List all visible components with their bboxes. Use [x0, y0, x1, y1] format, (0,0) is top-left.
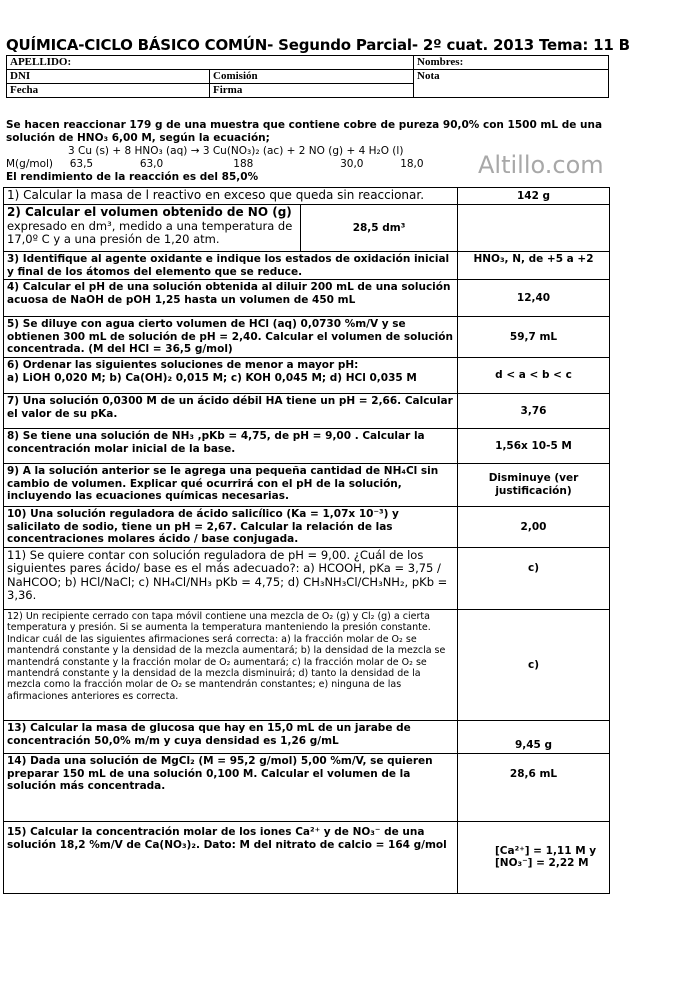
answer-cell: 1,56x 10-5 M — [458, 428, 610, 463]
firma-field[interactable]: Firma — [210, 84, 414, 98]
answer-cell: 59,7 mL — [458, 317, 610, 358]
question-text: 12) Un recipiente cerrado con tapa móvil contiene una mezcla de O₂ (g) y Cl₂ (g) a cierta temperatura y presión. Si se aumenta la temperatura manteniendo la presión constante. Indicar cuál de las siguientes afirmaciones será correcta: a) la fracción molar de O₂ se mantendrá constante y la densidad de la mezcla aumentará; b) la densidad de la mezcla se mantendrá constante y la fracción molar de O₂ aumentará; c) la fracción molar de O₂ se mantendrá constante y la densidad de la mezcla disminuirá; d) tanto la densidad de la mezcla como la fracción molar de O₂ se mantendrán constantes; e) ninguna de las afirmaciones anteriores es correcta. — [4, 609, 458, 720]
exam-title: QUÍMICA-CICLO BÁSICO COMÚN- Segundo Parcial- 2º cuat. 2013 Tema: 11 B — [6, 36, 630, 54]
question-text: 14) Dada una solución de MgCl₂ (M = 95,2 g/mol) 5,00 %m/V, se quieren preparar 150 mL de una solución 0,100 M. Calcular el volumen de la solución más concentrada. — [4, 753, 458, 821]
question-row — [4, 720, 610, 753]
question-cell — [4, 547, 458, 609]
question-text-detail: a) LiOH 0,020 M; b) Ca(OH)₂ 0,015 M; c) KOH 0,045 M; d) HCl 0,035 M — [7, 371, 417, 384]
fecha-field[interactable]: Fecha — [7, 84, 210, 98]
question-row — [4, 428, 610, 463]
question-row — [4, 280, 610, 317]
student-info-table — [6, 55, 609, 98]
question-text: 13) Calcular la masa de glucosa que hay en 15,0 mL de un jarabe de concentración 50,0% m/m y cuya densidad es 1,26 g/mL — [4, 720, 458, 753]
question-text: 8) Se tiene una solución de NH₃ ,pKb = 4,75, de pH = 9,00 . Calcular la concentración molar inicial de la base. — [4, 428, 458, 463]
question-row — [4, 317, 610, 358]
question-row — [4, 547, 610, 609]
question-row — [4, 753, 610, 821]
question-text-detail: expresado en dm³, medido a una temperatura de 17,0º C y a una presión de 1,20 atm. — [7, 218, 293, 246]
intro-line-2: solución de HNO₃ 6,00 M, según la ecuación; — [6, 132, 270, 144]
yield-line: El rendimiento de la reacción es del 85,0% — [6, 171, 259, 183]
molar-mass-row: M(g/mol) 63,5 63,0 188 30,0 18,0 — [6, 158, 424, 170]
answer-cell: Disminuye (ver justificación) — [458, 463, 610, 506]
question-text: 2) Calcular el volumen obtenido de NO (g) — [7, 205, 292, 219]
answer-cell: 28,6 mL — [458, 753, 610, 821]
apellido-field[interactable]: APELLIDO: — [7, 56, 414, 70]
question-text: 9) A la solución anterior se le agrega una pequeña cantidad de NH₄Cl sin cambio de volumen. Explicar qué ocurrirá con el pH de la solución, incluyendo las ecuaciones químicas necesarias. — [4, 463, 458, 506]
question-text: 1) Calcular la masa de l reactivo en exceso que queda sin reaccionar. — [4, 188, 458, 205]
question-row — [4, 357, 610, 393]
answer-cell: 9,45 g — [458, 720, 610, 753]
comision-field[interactable]: Comisión — [210, 70, 414, 84]
nota-field[interactable]: Nota — [414, 70, 609, 98]
question-row — [4, 188, 610, 205]
question-row — [4, 205, 610, 252]
nombres-field[interactable]: Nombres: — [414, 56, 609, 70]
question-text: 7) Una solución 0,0300 M de un ácido débil HA tiene un pH = 2,66. Calcular el valor de su pKa. — [4, 393, 458, 428]
question-row — [4, 506, 610, 547]
question-text: 10) Una solución reguladora de ácido salicílico (Ka = 1,07x 10⁻³) y salicilato de sodio, tiene un pH = 2,67. Calcular la relación de las concentraciones molares ácido / base conjugada. — [4, 506, 458, 547]
questions-table — [3, 187, 610, 894]
answer-cell-empty — [458, 205, 610, 252]
question-text: 6) Ordenar las siguientes soluciones de menor a mayor pH: — [7, 358, 359, 371]
question-text: 15) Calcular la concentración molar de los iones Ca²⁺ y de NO₃⁻ de una solución 18,2 %m/V de Ca(NO₃)₂. Dato: M del nitrato de calcio = 164 g/mol — [4, 821, 458, 893]
answer-line-1: [Ca²⁺] = 1,11 M y — [495, 844, 597, 857]
question-text: 5) Se diluye con agua cierto volumen de HCl (aq) 0,0730 %m/V y se obtienen 300 mL de solución de pH = 2,40. Calcular el volumen de solución concentrada. (M del HCl = 36,5 g/mol) — [4, 317, 458, 358]
answer-cell: HNO₃, N, de +5 a +2 — [458, 252, 610, 280]
question-cell — [4, 205, 458, 252]
question-text-detail: siguientes pares ácido/ base es el más adecuado?: a) HCOOH, pKa = 3,75 / NaHCOO; b) HCl/NaCl; c) NH₄Cl/NH₃ pKb = 4,75; d) CH₃NH₃Cl/CH₃NH₂, pKb = 3,36. — [7, 561, 448, 603]
answer-cell: c) — [458, 547, 610, 609]
question-text: 3) Identifique al agente oxidante e indique los estados de oxidación inicial y final de los átomos del elemento que se reduce. — [4, 252, 458, 280]
dni-field[interactable]: DNI — [7, 70, 210, 84]
reaction-equation: 3 Cu (s) + 8 HNO₃ (aq) → 3 Cu(NO₃)₂ (ac) + 2 NO (g) + 4 H₂O (l) — [68, 145, 404, 157]
answer-cell: 28,5 dm³ — [352, 221, 406, 234]
answer-cell: 2,00 — [458, 506, 610, 547]
answer-cell: 3,76 — [458, 393, 610, 428]
question-cell — [4, 357, 458, 393]
watermark: Altillo.com — [478, 151, 604, 179]
answer-cell — [458, 821, 610, 893]
question-text: 11) Se quiere contar con solución reguladora de pH = 9,00. ¿Cuál de los — [7, 547, 424, 562]
question-text: 4) Calcular el pH de una solución obtenida al diluir 200 mL de una solución acuosa de NaOH de pOH 1,25 hasta un volumen de 450 mL — [4, 280, 458, 317]
question-row — [4, 252, 610, 280]
question-row — [4, 821, 610, 893]
answer-cell: c) — [458, 609, 610, 720]
question-row — [4, 463, 610, 506]
answer-line-2: [NO₃⁻] = 2,22 M — [495, 857, 589, 870]
question-row — [4, 393, 610, 428]
answer-cell: 12,40 — [458, 280, 610, 317]
intro-line-1: Se hacen reaccionar 179 g de una muestra que contiene cobre de pureza 90,0% con 1500 mL de una — [6, 119, 603, 131]
answer-cell: d < a < b < c — [458, 357, 610, 393]
answer-cell: 142 g — [458, 188, 610, 205]
question-row — [4, 609, 610, 720]
